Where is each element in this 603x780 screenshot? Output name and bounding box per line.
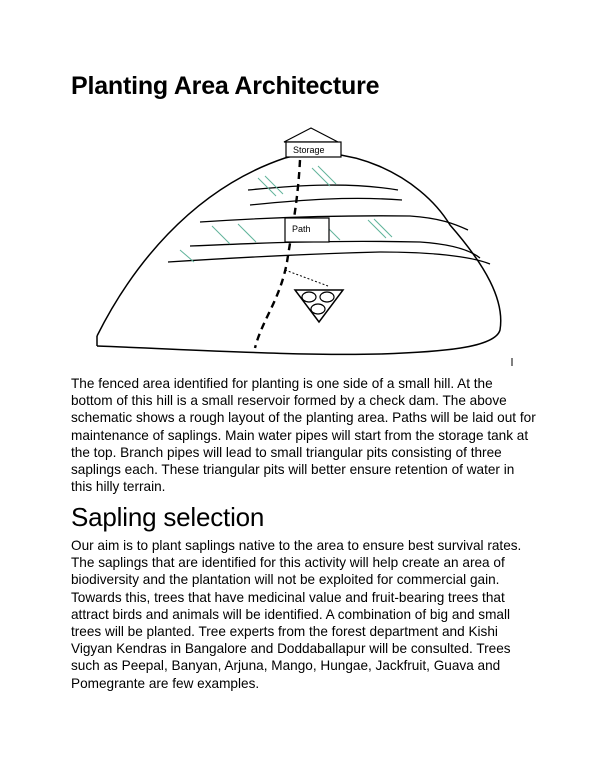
planting-area-paragraph: The fenced area identified for planting is one side of a small hill. At the bottom of this hill is a small reservoir formed by a check dam. The above schematic shows a rough layout of the planting area. Paths will be laid out for maintenance of saplings. Main water pipes will start from the storage tank at the top. Branch pipes will lead to small triangular pits consisting of three saplings each. These triangular pits will better ensure retention of water in this hilly terrain.: [71, 376, 536, 495]
terrace-line-3: [168, 252, 490, 264]
triangular-pit: [295, 290, 343, 322]
branch-pipe: [285, 270, 328, 286]
section-heading-sapling-selection: Sapling selection: [71, 502, 265, 532]
terrace-line-1: [248, 185, 402, 205]
terrace-hatching: [180, 166, 392, 262]
sapling-selection-paragraph: Our aim is to plant saplings native to the area to ensure best survival rates. The saplings that are identified for this activity will help create an area of biodiversity and the plantation will not be exploited for commercial gain. Towards this, trees that have medicinal value and fruit-bearing trees that attract birds and animals will be identified. A combination of big and small trees will be planted. Tree experts from the forest department and Kishi Vigyan Kendras in Bangalore and Doddaballapur will be consulted. Trees such as Peepal, Banyan, Arjuna, Mango, Hungae, Jackfruit, Guava and Pomegrante are few examples.: [71, 538, 522, 691]
path-label: Path: [292, 224, 311, 234]
planting-area-diagram: [0, 0, 603, 380]
path-marker: [285, 218, 329, 242]
storage-tank: [284, 128, 341, 157]
terrace-line-2: [190, 216, 480, 258]
sapling-circle-1: [302, 292, 316, 302]
sapling-circle-2: [320, 292, 334, 302]
storage-roof: [284, 128, 338, 142]
section-heading-planting-area: Planting Area Architecture: [71, 72, 380, 100]
sapling-circle-3: [311, 304, 325, 314]
storage-label: Storage: [293, 145, 325, 155]
